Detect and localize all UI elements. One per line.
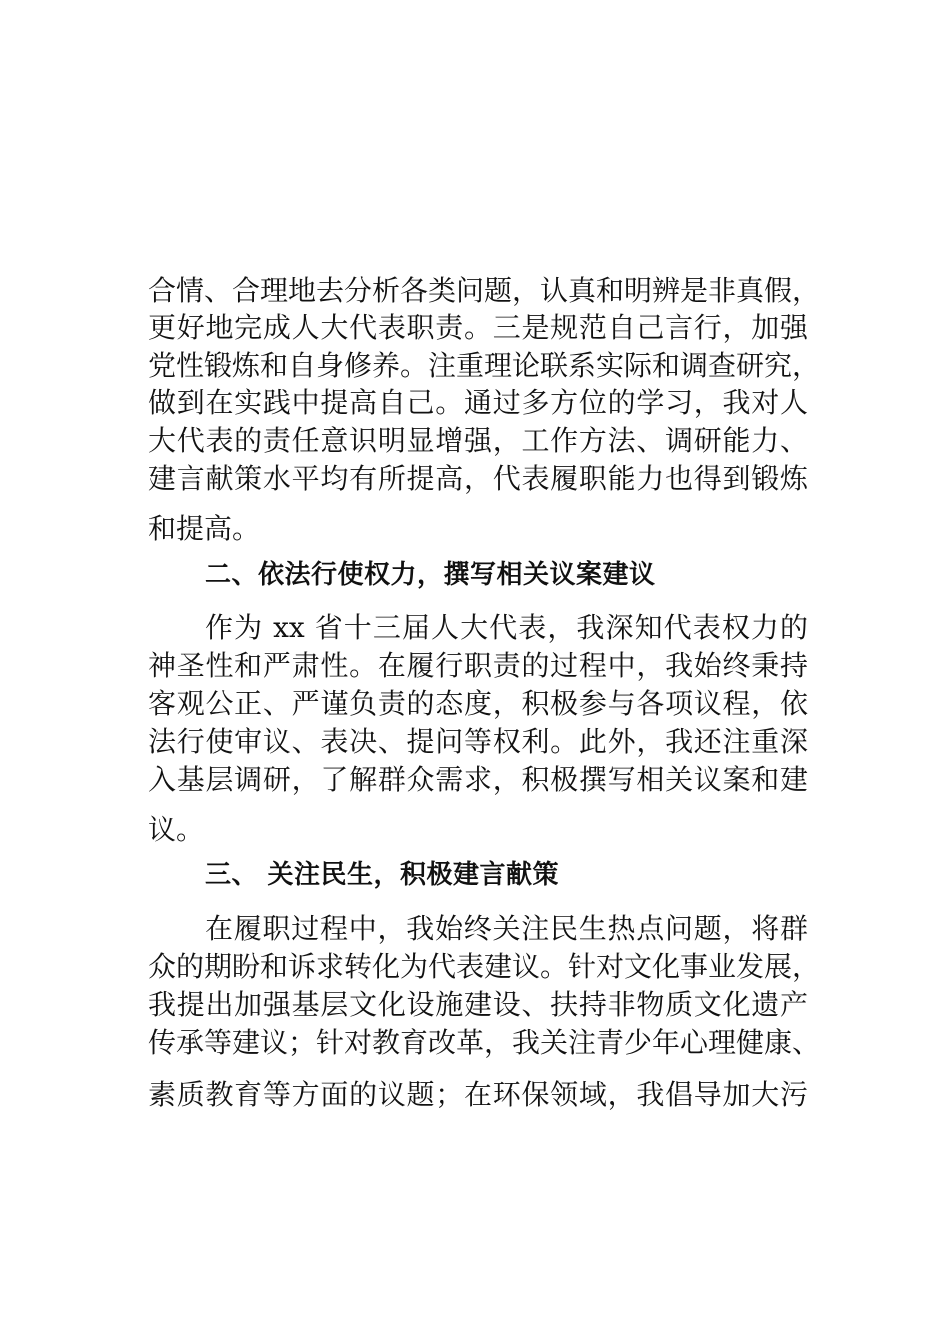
text-line: 我提出加强基层文化设施建设、扶持非物质文化遗产 <box>148 988 808 1021</box>
text-line: 党性锻炼和自身修养。注重理论联系实际和调查研究， <box>148 349 821 382</box>
text-line: 在履职过程中，我始终关注民生热点问题，将群 <box>205 912 808 945</box>
text-line: 素质教育等方面的议题；在环保领域，我倡导加大污 <box>148 1078 808 1111</box>
text-line: 客观公正、严谨负责的态度，积极参与各项议程，依 <box>148 687 808 720</box>
text-line: 神圣性和严肃性。在履行职责的过程中，我始终秉持 <box>148 649 808 682</box>
text-line: 合情、合理地去分析各类问题，认真和明辨是非真假， <box>148 274 821 307</box>
text-line: 更好地完成人大代表职责。三是规范自己言行，加强 <box>148 311 808 344</box>
text-line: 众的期盼和诉求转化为代表建议。针对文化事业发展， <box>148 950 821 983</box>
text-line: 议。 <box>148 813 205 846</box>
section-heading-2: 二、依法行使权力，撰写相关议案建议 <box>205 560 656 590</box>
text-line: 入基层调研，了解群众需求，积极撰写相关议案和建 <box>148 763 808 796</box>
text-line: 法行使审议、表决、提问等权利。此外，我还注重深 <box>148 725 808 758</box>
text-line: 传承等建议；针对教育改革，我关注青少年心理健康、 <box>148 1026 821 1059</box>
text-line: 和提高。 <box>148 512 261 545</box>
text-line: 做到在实践中提高自己。通过多方位的学习，我对人 <box>148 386 808 419</box>
text-line: 建言献策水平均有所提高，代表履职能力也得到锻炼 <box>148 462 808 495</box>
section-heading-3: 三、 关注民生，积极建言献策 <box>205 860 560 890</box>
text-line: 作为 xx 省十三届人大代表，我深知代表权力的 <box>205 611 808 644</box>
text-line: 大代表的责任意识明显增强，工作方法、调研能力、 <box>148 424 808 457</box>
